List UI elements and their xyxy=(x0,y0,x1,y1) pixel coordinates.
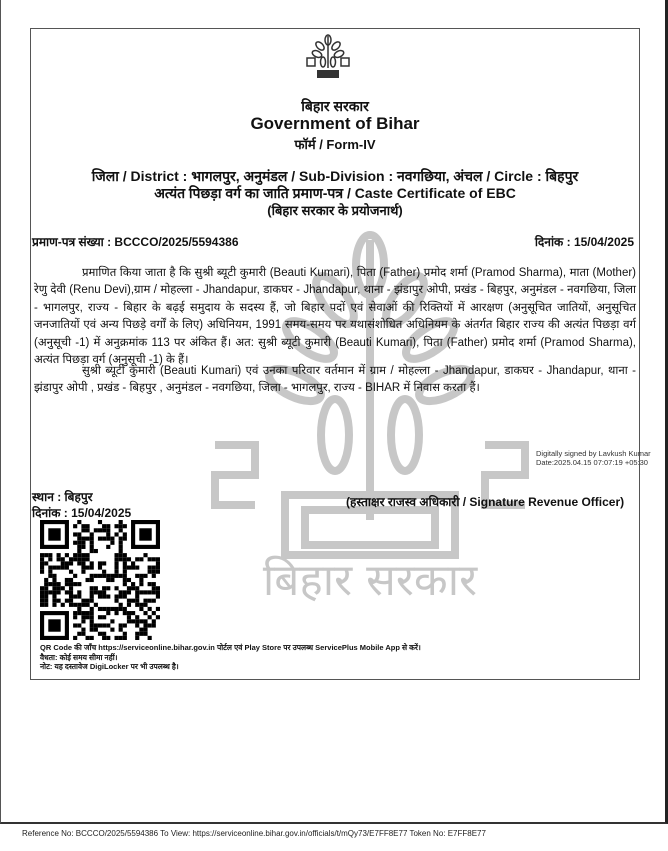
footer-reference: Reference No: BCCCO/2025/5594386 To View: https://serviceonline.bihar.gov.in/officials/t/mQy73/E7FF8E77 Token No: E7FF8E77 xyxy=(22,829,486,838)
watermark-text: बिहार सरकार xyxy=(262,555,478,606)
form-number: फॉर्म / Form-IV xyxy=(294,137,376,152)
qr-code xyxy=(40,520,160,640)
location-line: जिला / District : भागलपुर, अनुमंडल / Sub-Division : नवगछिया, अंचल / Circle : बिहपुर xyxy=(91,168,579,184)
certificate-number: प्रमाण-पत्र संख्या : BCCCO/2025/5594386 xyxy=(32,235,239,249)
place: स्थान : बिहपुर xyxy=(32,490,93,504)
certificate-title: अत्यंत पिछड़ा वर्ग का जाति प्रमाण-पत्र / Caste Certificate of EBC xyxy=(154,185,516,201)
certificate-ref-row xyxy=(32,233,638,250)
bihar-emblem-logo xyxy=(303,32,353,82)
signature-date: Date:2025.04.15 07:07:19 +05:30 xyxy=(536,458,648,467)
place-date-block xyxy=(32,489,131,521)
certificate-body-paragraph-1: प्रमाणित किया जाता है कि सुश्री ब्यूटी कुमारी (Beauti Kumari), पिता (Father) प्रमोद शर्मा (Pramod Sharma), माता (Mother) रेणु देवी (Renu Devi),ग्राम / मोहल्ला - Jhandapur, डाकघर - Jhandapur, थाना - झंडापुर ओपी, प्रखंड - बिहपुर, अनुमंडल - नवगछिया, जिला - भागलपुर, राज्य - बिहार के बढ़ई समुदाय के सदस्य हैं, जो बिहार पदों एवं सेवाओं की रिक्तियों में आरक्षण (अनुसूचित जातियों, अनुसूचित जनजातियों एवं अन्य पिछड़े वर्गों के लिए) अधिनियम, 1991 समय-समय पर यथासंशोधित अधिनियम के अंतर्गत बिहार राज्य की अत्यंत पिछड़ा वर्ग (अनुसूची -1) में अनुक्रमांक 113 पर अंकित हैं। अत: सुश्री ब्यूटी कुमारी (Beauti Kumari), पिता (Father) प्रमोद शर्मा (Pramod Sharma), अत्यंत पिछड़ा वर्ग (अनुसूची -1) के हैं। xyxy=(34,267,636,367)
govt-title-hindi: बिहार सरकार xyxy=(301,98,369,114)
signed-by: Digitally signed by Lavkush Kumar xyxy=(536,449,651,458)
place-date: दिनांक : 15/04/2025 xyxy=(32,506,132,520)
govt-title-english: Government of Bihar xyxy=(250,114,420,133)
qr-verify-note: QR Code की जाँच https://serviceonline.bihar.gov.in पोर्टल एवं Play Store पर उपलब्ध ServicePlus Mobile App से करें। xyxy=(40,643,421,652)
digilocker-note: नोट: यह दस्तावेज DigiLocker पर भी उपलब्ध है। xyxy=(40,662,179,671)
validity-note: वैधता: कोई समय सीमा नहीं। xyxy=(40,652,118,662)
certificate-body-paragraph-2: सुश्री ब्यूटी कुमारी (Beauti Kumari) एवं उनका परिवार वर्तमान में ग्राम / मोहल्ला - Jhandapur, डाकघर - Jhandapur, थाना - झंडापुर ओपी , प्रखंड - बिहपुर , अनुमंडल - नवगछिया, जिला - भागलपुर, राज्य - BIHAR में निवास करता हैं। xyxy=(34,365,636,395)
signature-officer-label: (हस्ताक्षर राजस्व अधिकारी / Signature Revenue Officer) xyxy=(346,495,625,509)
issue-date: दिनांक : 15/04/2025 xyxy=(534,235,634,249)
certificate-purpose: (बिहार सरकार के प्रयोजनार्थ) xyxy=(267,203,403,218)
digital-signature xyxy=(536,449,651,467)
qr-notes xyxy=(40,643,421,672)
